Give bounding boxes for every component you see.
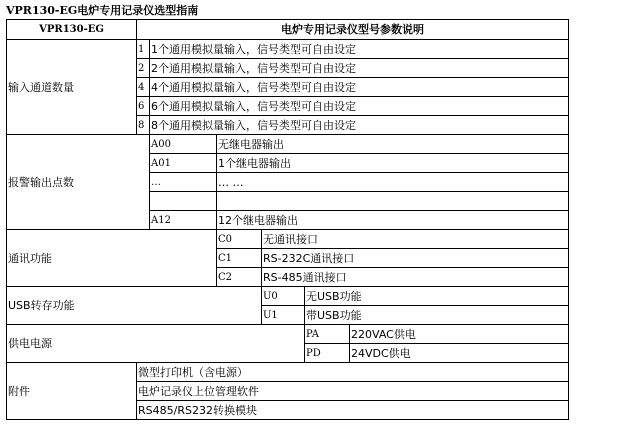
input-desc: 6个通用模拟量输入，信号类型可自由设定 — [150, 97, 569, 116]
input-code: 1 — [137, 40, 150, 59]
usb-code: U0 — [262, 287, 305, 306]
communication-label: 通讯功能 — [7, 230, 217, 287]
accessory-item: 电炉记录仪上位管理软件 — [137, 382, 569, 401]
table-row — [7, 230, 569, 249]
usb-code: U1 — [262, 306, 305, 325]
header-row — [7, 20, 569, 40]
table-row — [7, 135, 569, 154]
comm-desc: RS-485通讯接口 — [262, 268, 569, 287]
comm-code: C1 — [217, 249, 262, 268]
input-code: 8 — [137, 116, 150, 135]
header-model: VPR130-EG — [7, 20, 137, 40]
alarm-code: A12 — [150, 211, 217, 230]
accessory-item: RS485/RS232转换模块 — [137, 401, 569, 420]
power-code: PD — [305, 344, 350, 363]
alarm-desc: 1个继电器输出 — [217, 154, 569, 173]
power-desc: 220VAC供电 — [350, 325, 569, 344]
usb-desc: 带USB功能 — [305, 306, 569, 325]
alarm-code: … — [150, 173, 217, 192]
usb-desc: 无USB功能 — [305, 287, 569, 306]
alarm-code: A00 — [150, 135, 217, 154]
input-desc: 2个通用模拟量输入，信号类型可自由设定 — [150, 59, 569, 78]
input-code: 4 — [137, 78, 150, 97]
power-label: 供电电源 — [7, 325, 305, 363]
comm-code: C0 — [217, 230, 262, 249]
table-row — [7, 363, 569, 382]
table-row — [7, 325, 569, 344]
comm-code: C2 — [217, 268, 262, 287]
spec-table — [6, 19, 569, 420]
page-title: VPR130-EG电炉专用记录仪选型指南 — [6, 4, 199, 17]
alarm-desc: 无继电器输出 — [217, 135, 569, 154]
input-desc: 4个通用模拟量输入，信号类型可自由设定 — [150, 78, 569, 97]
alarm-desc: … … — [217, 173, 569, 192]
header-description: 电炉专用记录仪型号参数说明 — [137, 20, 569, 40]
input-desc: 8个通用模拟量输入，信号类型可自由设定 — [150, 116, 569, 135]
accessories-label: 附件 — [7, 363, 137, 420]
input-code: 6 — [137, 97, 150, 116]
table-row — [7, 40, 569, 59]
alarm-code — [150, 192, 217, 211]
accessory-item: 微型打印机（含电源） — [137, 363, 569, 382]
power-code: PA — [305, 325, 350, 344]
alarm-code: A01 — [150, 154, 217, 173]
alarm-desc — [217, 192, 569, 211]
input-desc: 1个通用模拟量输入，信号类型可自由设定 — [150, 40, 569, 59]
alarm-desc: 12个继电器输出 — [217, 211, 569, 230]
comm-desc: 无通讯接口 — [262, 230, 569, 249]
power-desc: 24VDC供电 — [350, 344, 569, 363]
comm-desc: RS-232C通讯接口 — [262, 249, 569, 268]
table-row — [7, 287, 569, 306]
alarm-outputs-label: 报警输出点数 — [7, 135, 150, 230]
input-channels-label: 输入通道数量 — [7, 40, 137, 135]
usb-label: USB转存功能 — [7, 287, 262, 325]
input-code: 2 — [137, 59, 150, 78]
